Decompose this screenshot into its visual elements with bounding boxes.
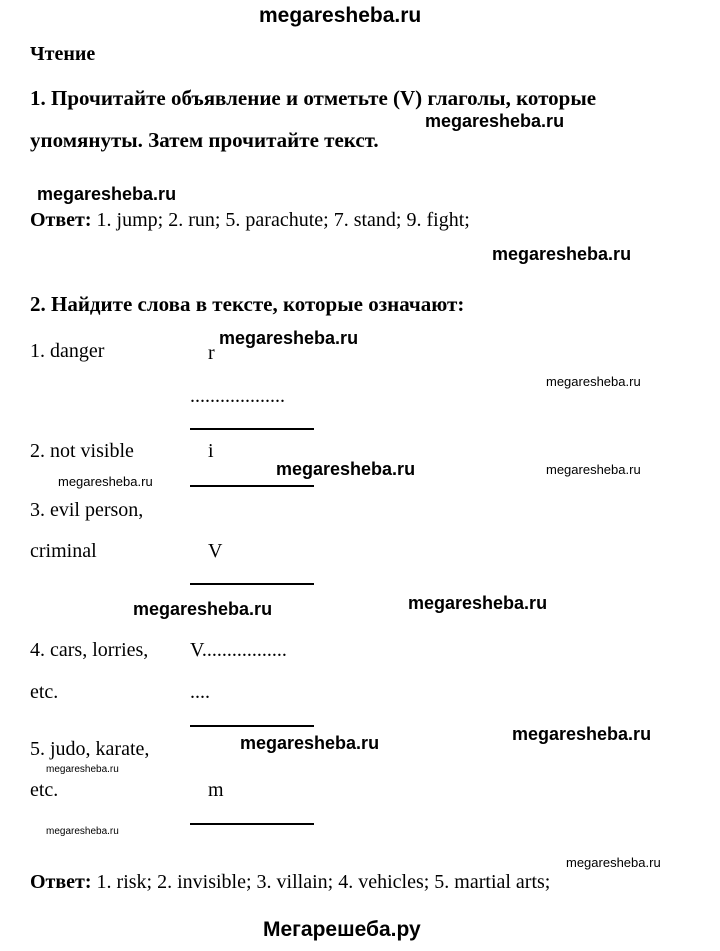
answer-line bbox=[190, 485, 314, 487]
item5-hint: m bbox=[208, 779, 224, 801]
watermark: megaresheba.ru bbox=[46, 764, 119, 775]
item4-dots: .... bbox=[190, 681, 210, 703]
answer-line bbox=[190, 823, 314, 825]
answer-text: 1. jump; 2. run; 5. parachute; 7. stand; 9. fight; bbox=[91, 209, 470, 231]
watermark: megaresheba.ru bbox=[546, 374, 641, 389]
watermark: megaresheba.ru bbox=[512, 724, 652, 744]
item2-hint: i bbox=[208, 440, 214, 462]
item4-hint: V................. bbox=[190, 639, 287, 661]
watermark: megaresheba.ru bbox=[240, 733, 380, 753]
item5-definition: 5. judo, karate, bbox=[30, 738, 150, 760]
item4-definition: 4. cars, lorries, bbox=[30, 639, 149, 661]
item1-hint: r bbox=[208, 342, 215, 364]
watermark: megaresheba.ru bbox=[58, 474, 153, 489]
watermark: megaresheba.ru bbox=[566, 855, 661, 870]
watermark: megaresheba.ru bbox=[219, 328, 359, 348]
watermark: megaresheba.ru bbox=[546, 462, 641, 477]
item1-dots: ................... bbox=[190, 385, 285, 407]
section-title: Чтение bbox=[30, 43, 96, 65]
item1-definition: 1. danger bbox=[30, 340, 105, 362]
answer-text: 1. risk; 2. invisible; 3. villain; 4. vehicles; 5. martial arts; bbox=[91, 871, 551, 893]
task1-line1: 1. Прочитайте объявление и отметьте (V) глаголы, которые bbox=[30, 86, 597, 110]
watermark: megaresheba.ru bbox=[133, 599, 273, 619]
site-footer: Мегарешеба.ру bbox=[263, 918, 421, 941]
watermark: megaresheba.ru bbox=[46, 826, 119, 837]
answer-label: Ответ: bbox=[30, 209, 92, 231]
watermark: megaresheba.ru bbox=[492, 244, 632, 264]
item2-definition: 2. not visible bbox=[30, 440, 134, 462]
watermark: megaresheba.ru bbox=[425, 111, 565, 131]
item4-definition-cont: etc. bbox=[30, 681, 59, 703]
answer-line bbox=[190, 725, 314, 727]
watermark: megaresheba.ru bbox=[408, 593, 548, 613]
item5-definition-cont: etc. bbox=[30, 779, 59, 801]
site-header: megaresheba.ru bbox=[259, 4, 422, 27]
answer-label: Ответ: bbox=[30, 871, 92, 893]
watermark: megaresheba.ru bbox=[276, 459, 416, 479]
task1-line2: упомянуты. Затем прочитайте текст. bbox=[30, 128, 379, 152]
item3-hint: V bbox=[208, 540, 223, 562]
task1-answer bbox=[30, 209, 470, 232]
answer-line bbox=[190, 428, 314, 430]
task2-heading: 2. Найдите слова в тексте, которые означают: bbox=[30, 292, 465, 316]
task2-answer bbox=[30, 871, 550, 894]
item3-definition: 3. evil person, bbox=[30, 499, 144, 521]
watermark: megaresheba.ru bbox=[37, 184, 177, 204]
item3-definition-cont: criminal bbox=[30, 540, 97, 562]
answer-line bbox=[190, 583, 314, 585]
